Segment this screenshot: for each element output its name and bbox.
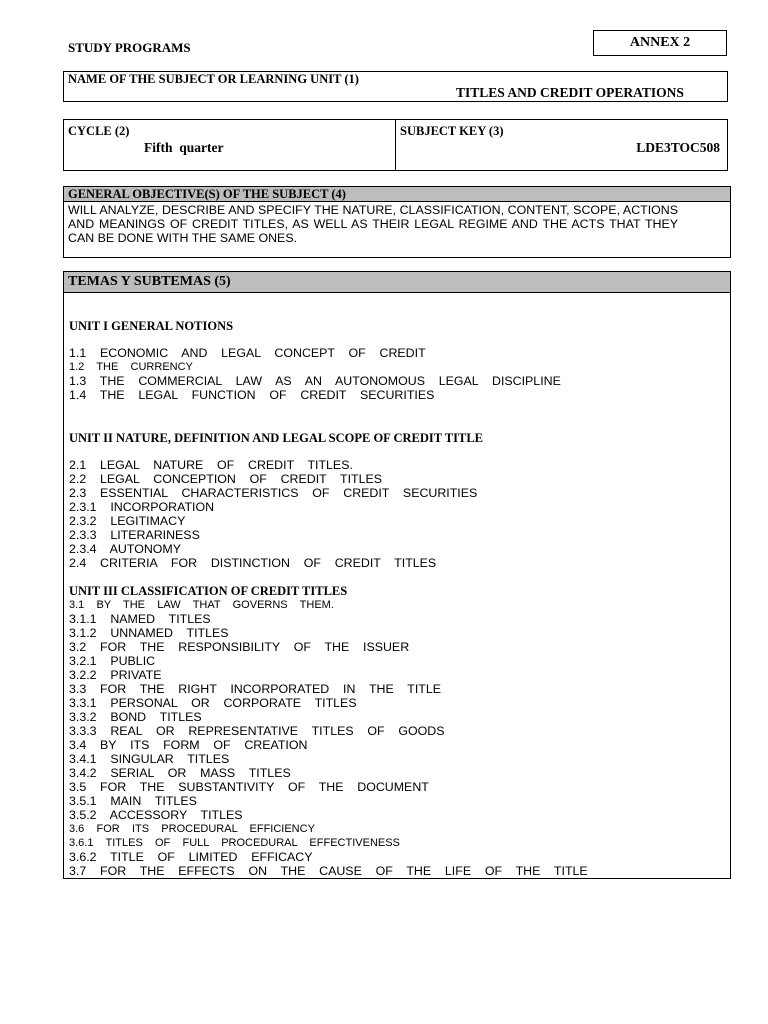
- topic-line: 3.3.2 BOND TITLES: [69, 710, 202, 724]
- subject-name-value: TITLES AND CREDIT OPERATIONS: [456, 85, 684, 100]
- topic-line: 3.4.2 SERIAL OR MASS TITLES: [69, 766, 291, 780]
- topics-header: TEMAS Y SUBTEMAS (5): [64, 272, 730, 293]
- topic-line: 2.3.3 LITERARINESS: [69, 528, 200, 542]
- topic-line: 1.2 THE CURRENCY: [69, 361, 193, 373]
- topic-line: 2.3.4 AUTONOMY: [69, 542, 182, 556]
- topic-line: 1.4 THE LEGAL FUNCTION OF CREDIT SECURITIES: [69, 388, 435, 402]
- topic-line: 3.4.1 SINGULAR TITLES: [69, 752, 230, 766]
- topic-line: 3.2.1 PUBLIC: [69, 654, 156, 668]
- unit-3-title: UNIT III CLASSIFICATION OF CREDIT TITLES: [69, 584, 348, 598]
- topic-line: 3.5.2 ACCESSORY TITLES: [69, 808, 243, 822]
- topic-line: 3.3.1 PERSONAL OR CORPORATE TITLES: [69, 696, 357, 710]
- topic-line: 1.3 THE COMMERCIAL LAW AS AN AUTONOMOUS LEGAL DISCIPLINE: [69, 374, 561, 388]
- topic-line: 1.1 ECONOMIC AND LEGAL CONCEPT OF CREDIT: [69, 346, 426, 360]
- document-heading: STUDY PROGRAMS: [68, 40, 191, 55]
- topic-line: 3.1.1 NAMED TITLES: [69, 612, 211, 626]
- topic-line: 3.3.3 REAL OR REPRESENTATIVE TITLES OF GOODS: [69, 724, 445, 738]
- topic-line: 2.3.1 INCORPORATION: [69, 500, 215, 514]
- topic-line: 2.4 CRITERIA FOR DISTINCTION OF CREDIT TITLES: [69, 556, 437, 570]
- topic-line: 3.5.1 MAIN TITLES: [69, 794, 197, 808]
- subject-key-value: LDE3TOC508: [636, 140, 720, 155]
- topic-line: 3.2.2 PRIVATE: [69, 668, 162, 682]
- cycle-divider: [395, 120, 396, 170]
- cycle-label: CYCLE (2): [68, 124, 130, 138]
- topic-line: 2.2 LEGAL CONCEPTION OF CREDIT TITLES: [69, 472, 383, 486]
- unit-2-title: UNIT II NATURE, DEFINITION AND LEGAL SCOPE OF CREDIT TITLE: [69, 431, 483, 445]
- topic-line: 3.6.2 TITLE OF LIMITED EFFICACY: [69, 850, 313, 864]
- topic-line: 3.4 BY ITS FORM OF CREATION: [69, 738, 308, 752]
- general-objectives-text: WILL ANALYZE, DESCRIBE AND SPECIFY THE NATURE, CLASSIFICATION, CONTENT, SCOPE, ACTIONS AND MEANINGS OF CREDIT TITLES, AS WELL AS THEIR LEGAL REGIME AND THE ACTS THAT THEY CAN BE DONE WITH THE SAME ONES.: [68, 203, 678, 245]
- topic-line: 3.7 FOR THE EFFECTS ON THE CAUSE OF THE LIFE OF THE TITLE: [69, 864, 588, 878]
- topic-line: 3.6 FOR ITS PROCEDURAL EFFICIENCY: [69, 823, 315, 835]
- subject-name-label: NAME OF THE SUBJECT OR LEARNING UNIT (1): [68, 72, 359, 86]
- topic-line: 3.2 FOR THE RESPONSIBILITY OF THE ISSUER: [69, 640, 410, 654]
- topic-line: 2.1 LEGAL NATURE OF CREDIT TITLES.: [69, 458, 353, 472]
- topic-line: 3.3 FOR THE RIGHT INCORPORATED IN THE TITLE: [69, 682, 442, 696]
- topic-line: 3.1 BY THE LAW THAT GOVERNS THEM.: [69, 599, 334, 611]
- cycle-value: Fifth quarter: [144, 140, 224, 155]
- general-objectives-box: [63, 186, 731, 258]
- cycle-key-box: [63, 119, 728, 171]
- annex-label: ANNEX 2: [593, 30, 727, 56]
- subject-name-box: [63, 71, 728, 102]
- topic-line: 3.6.1 TITLES OF FULL PROCEDURAL EFFECTIVENESS: [69, 837, 400, 849]
- topic-line: 3.5 FOR THE SUBSTANTIVITY OF THE DOCUMENT: [69, 780, 429, 794]
- general-objectives-header: GENERAL OBJECTIVE(S) OF THE SUBJECT (4): [64, 187, 730, 202]
- topic-line: 3.1.2 UNNAMED TITLES: [69, 626, 229, 640]
- topics-box: [63, 271, 731, 879]
- subject-key-label: SUBJECT KEY (3): [400, 124, 504, 138]
- topic-line: 2.3 ESSENTIAL CHARACTERISTICS OF CREDIT SECURITIES: [69, 486, 478, 500]
- unit-1-title: UNIT I GENERAL NOTIONS: [69, 319, 234, 333]
- topic-line: 2.3.2 LEGITIMACY: [69, 514, 186, 528]
